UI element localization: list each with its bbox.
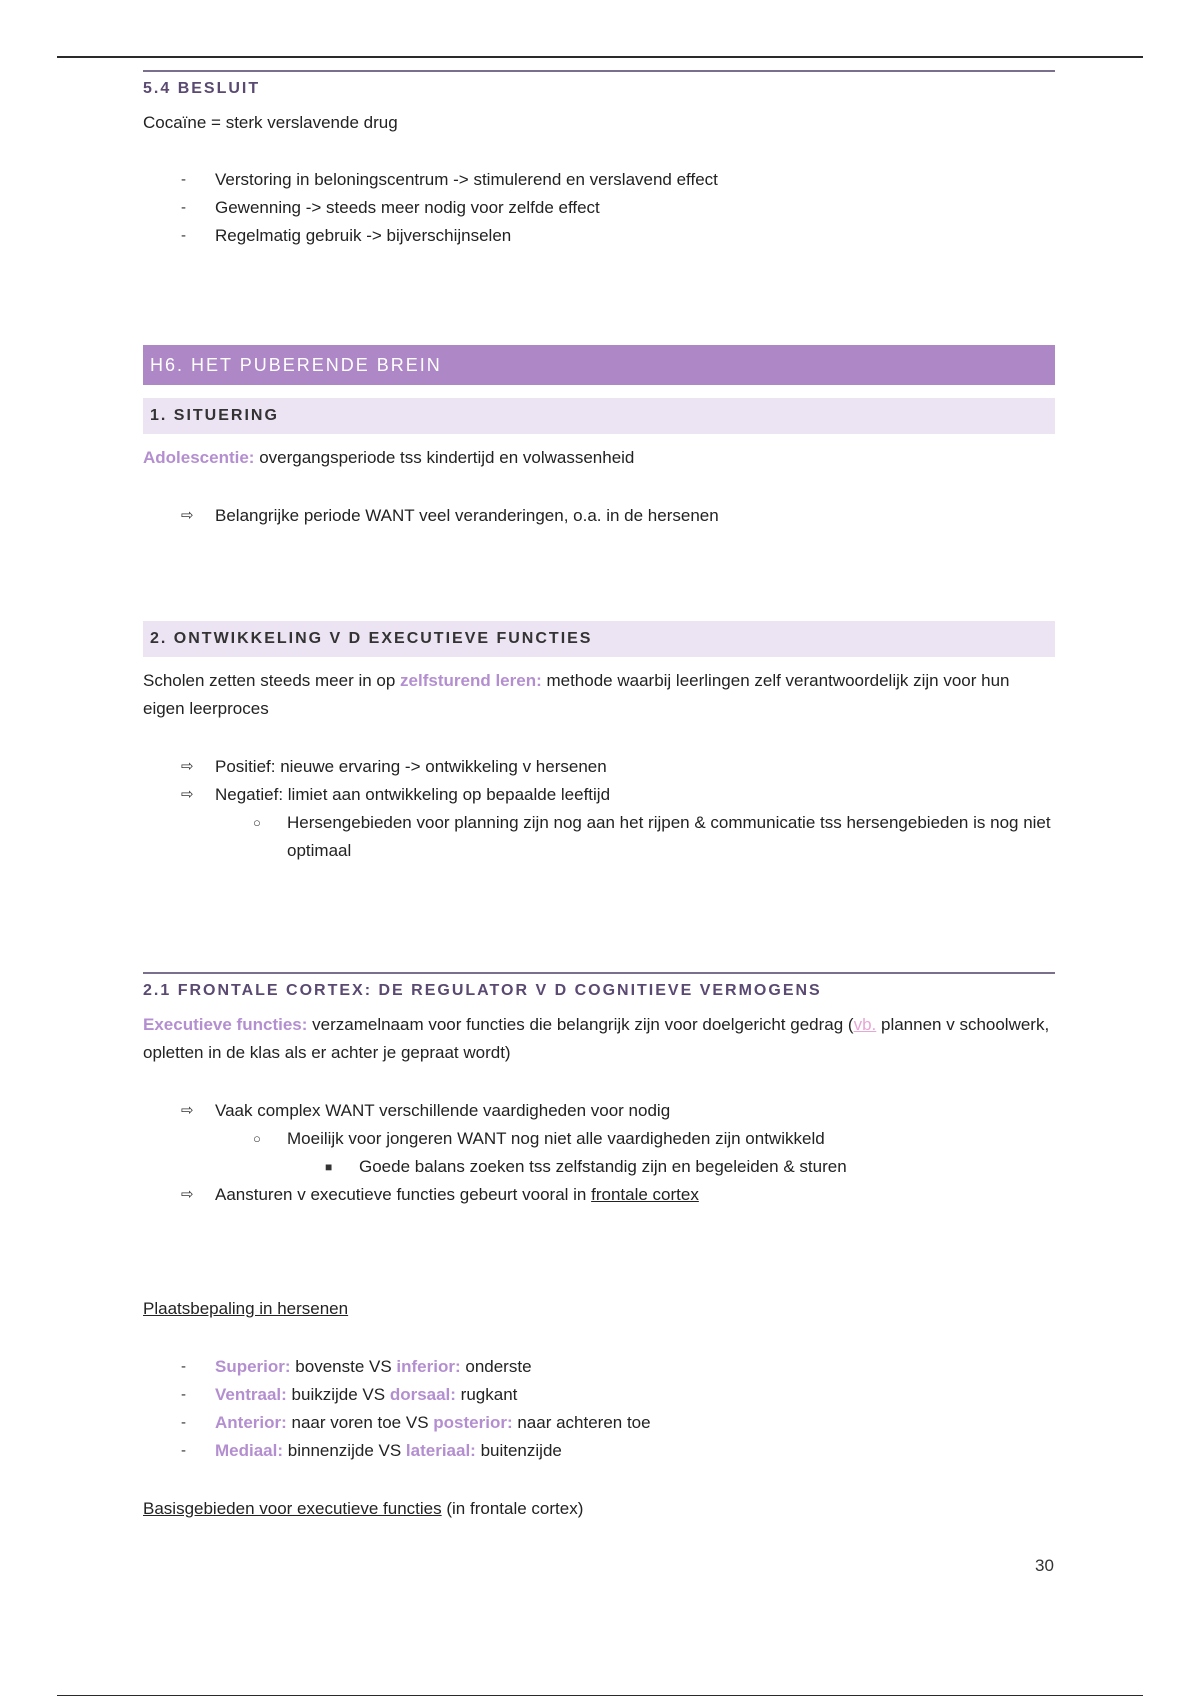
list-item: ⇨ Vaak complex WANT verschillende vaardigheden voor nodig: [143, 1097, 1055, 1125]
dash-bullet-icon: -: [181, 1358, 186, 1375]
list-item: ⇨ Aansturen v executieve functies gebeurt vooral in frontale cortex: [143, 1181, 1055, 1209]
ontwikkeling-intro: Scholen zetten steeds meer in op zelfsturend leren: methode waarbij leerlingen zelf verantwoordelijk zijn voor hun eigen leerproces: [143, 671, 1010, 718]
list-item: - Regelmatig gebruik -> bijverschijnselen: [143, 222, 1055, 250]
keyword-zelfsturend-leren: zelfsturend leren:: [400, 671, 542, 690]
list-item: ⇨ Negatief: limiet aan ontwikkeling op bepaalde leeftijd: [143, 781, 1055, 809]
plaatsbepaling-title: Plaatsbepaling in hersenen: [143, 1299, 349, 1318]
list-item: - Mediaal: binnenzijde VS lateriaal: buitenzijde: [143, 1437, 1055, 1465]
plaatsbepaling-list: [143, 1353, 1055, 1465]
dash-bullet-icon: -: [181, 199, 186, 216]
top-rule: [57, 56, 1143, 58]
list-item: - Ventraal: buikzijde VS dorsaal: rugkant: [143, 1381, 1055, 1409]
section-title-frontale-cortex: 2.1 FRONTALE CORTEX: DE REGULATOR V D COGNITIEVE VERMOGENS: [143, 982, 822, 999]
arrow-bullet-icon: ⇨: [181, 507, 194, 524]
list-item: ⇨ Belangrijke periode WANT veel veranderingen, o.a. in de hersenen: [143, 502, 1055, 530]
besluit-list: [143, 166, 1055, 250]
heading-rule: [143, 70, 1055, 72]
heading-rule: [143, 972, 1055, 974]
section-title-ontwikkeling: 2. ONTWIKKELING V D EXECUTIEVE FUNCTIES: [143, 621, 1055, 657]
dash-bullet-icon: -: [181, 171, 186, 188]
arrow-bullet-icon: ⇨: [181, 1186, 194, 1203]
list-item: - Verstoring in beloningscentrum -> stimulerend en verslavend effect: [143, 166, 1055, 194]
list-item: ○ Hersengebieden voor planning zijn nog aan het rijpen & communicatie tss hersengebieden is nog niet optimaal: [143, 809, 1055, 865]
keyword-executieve-functies: Executieve functies:: [143, 1015, 308, 1034]
section-title-besluit: 5.4 BESLUIT: [143, 80, 261, 97]
vb-link[interactable]: vb.: [853, 1015, 877, 1034]
list-item: ■ Goede balans zoeken tss zelfstandig zijn en begeleiden & sturen: [143, 1153, 1055, 1181]
list-item: ○ Moeilijk voor jongeren WANT nog niet alle vaardigheden zijn ontwikkeld: [143, 1125, 1055, 1153]
bottom-rule: [57, 1695, 1143, 1696]
arrow-bullet-icon: ⇨: [181, 786, 194, 803]
besluit-intro: Cocaïne = sterk verslavende drug: [143, 113, 398, 132]
dash-bullet-icon: -: [181, 1386, 186, 1403]
dash-bullet-icon: -: [181, 227, 186, 244]
circle-bullet-icon: ○: [253, 815, 261, 830]
keyword-adolescentie: Adolescentie:: [143, 448, 255, 467]
arrow-bullet-icon: ⇨: [181, 1102, 194, 1119]
situering-definition: Adolescentie: overgangsperiode tss kindertijd en volwassenheid: [143, 448, 635, 467]
section-title-situering: 1. SITUERING: [143, 398, 1055, 434]
list-item: - Anterior: naar voren toe VS posterior: naar achteren toe: [143, 1409, 1055, 1437]
list-item: - Superior: bovenste VS inferior: onderste: [143, 1353, 1055, 1381]
list-item: ⇨ Positief: nieuwe ervaring -> ontwikkeling v hersenen: [143, 753, 1055, 781]
situering-list: [143, 502, 1055, 530]
list-item: - Gewenning -> steeds meer nodig voor zelfde effect: [143, 194, 1055, 222]
document-page: [143, 70, 1055, 1523]
dash-bullet-icon: -: [181, 1442, 186, 1459]
frontale-list: [143, 1097, 1055, 1209]
chapter-banner: H6. HET PUBERENDE BREIN: [143, 345, 1055, 385]
dash-bullet-icon: -: [181, 1414, 186, 1431]
arrow-bullet-icon: ⇨: [181, 758, 194, 775]
page-number: 30: [1035, 1556, 1054, 1575]
frontale-definition: Executieve functies: verzamelnaam voor functies die belangrijk zijn voor doelgericht gedrag (vb. plannen v schoolwerk, opletten in de klas als er achter je gepraat wordt): [143, 1015, 1050, 1062]
basisgebieden-title: Basisgebieden voor executieve functies (in frontale cortex): [143, 1499, 584, 1518]
frontale-cortex-link: frontale cortex: [591, 1185, 699, 1204]
circle-bullet-icon: ○: [253, 1131, 261, 1146]
square-bullet-icon: ■: [325, 1160, 333, 1174]
ontwikkeling-list: [143, 753, 1055, 865]
